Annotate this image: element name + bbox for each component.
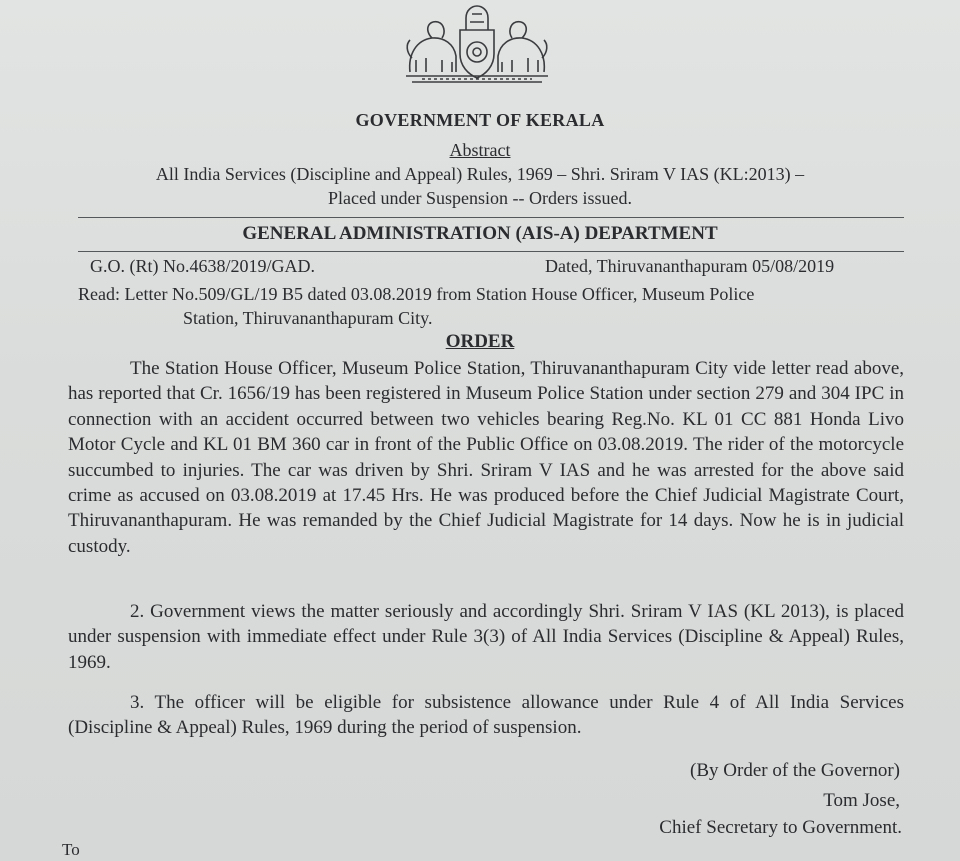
recipient-label: To <box>62 840 80 859</box>
kerala-state-emblem-icon <box>402 0 552 88</box>
abstract-label: Abstract <box>449 140 511 160</box>
by-order-line: (By Order of the Governor) <box>690 760 900 781</box>
order-date: Dated, Thiruvananthapuram 05/08/2019 <box>545 256 835 276</box>
paragraph-2-text: 2. Government views the matter seriously and accordingly Shri. Sriram V IAS (KL 2013), is placed under suspension with immediate effect under Rule 3(3) of All India Services (Discipline & Appeal) Rules, 1969. <box>68 601 904 673</box>
reference-line-1: Read: Letter No.509/GL/19 B5 dated 03.08.2019 from Station House Officer, Museum Police <box>78 284 755 304</box>
paragraph-1-text: The Station House Officer, Museum Police Station, Thiruvananthapuram City vide letter read above, has reported that Cr. 1656/19 has been registered in Museum Police Station under section 279 and 304 IPC in connection with an accident occurred between two vehicles bearing Reg.No. KL 01 CC 881 Honda Livo Motor Cycle and KL 01 BM 360 car in front of the Public Office on 03.08.2019. The rider of the motorcycle succumbed to injuries. The car was driven by Shri. Sriram V IAS and he was arrested for the above said crime as accused on 03.08.2019 at 17.45 Hrs. He was produced before the Chief Judicial Magistrate Court, Thiruvananthapuram. He was remanded by the Chief Judicial Magistrate for 14 days. Now he is in judicial custody. <box>68 358 904 557</box>
order-paragraph-2 <box>68 599 904 675</box>
signatory-designation: Chief Secretary to Government. <box>659 817 902 838</box>
order-heading: ORDER <box>445 331 515 352</box>
government-title: GOVERNMENT OF KERALA <box>355 110 605 130</box>
paragraph-3-text: 3. The officer will be eligible for subsistence allowance under Rule 4 of All India Services (Discipline & Appeal) Rules, 1969 during the period of suspension. <box>68 692 904 739</box>
divider-bottom <box>78 251 904 252</box>
subject-line-1: All India Services (Discipline and Appeal) Rules, 1969 – Shri. Sriram V IAS (KL:2013) – <box>155 164 805 184</box>
divider-top <box>78 217 904 218</box>
department-title: GENERAL ADMINISTRATION (AIS-A) DEPARTMENT <box>242 223 718 244</box>
signatory-name: Tom Jose, <box>823 790 900 811</box>
order-paragraph-3 <box>68 690 904 741</box>
order-paragraph-1 <box>68 356 904 559</box>
subject-line-2: Placed under Suspension -- Orders issued. <box>328 188 632 208</box>
go-number: G.O. (Rt) No.4638/2019/GAD. <box>90 256 315 276</box>
reference-line-2: Station, Thiruvananthapuram City. <box>183 308 433 328</box>
